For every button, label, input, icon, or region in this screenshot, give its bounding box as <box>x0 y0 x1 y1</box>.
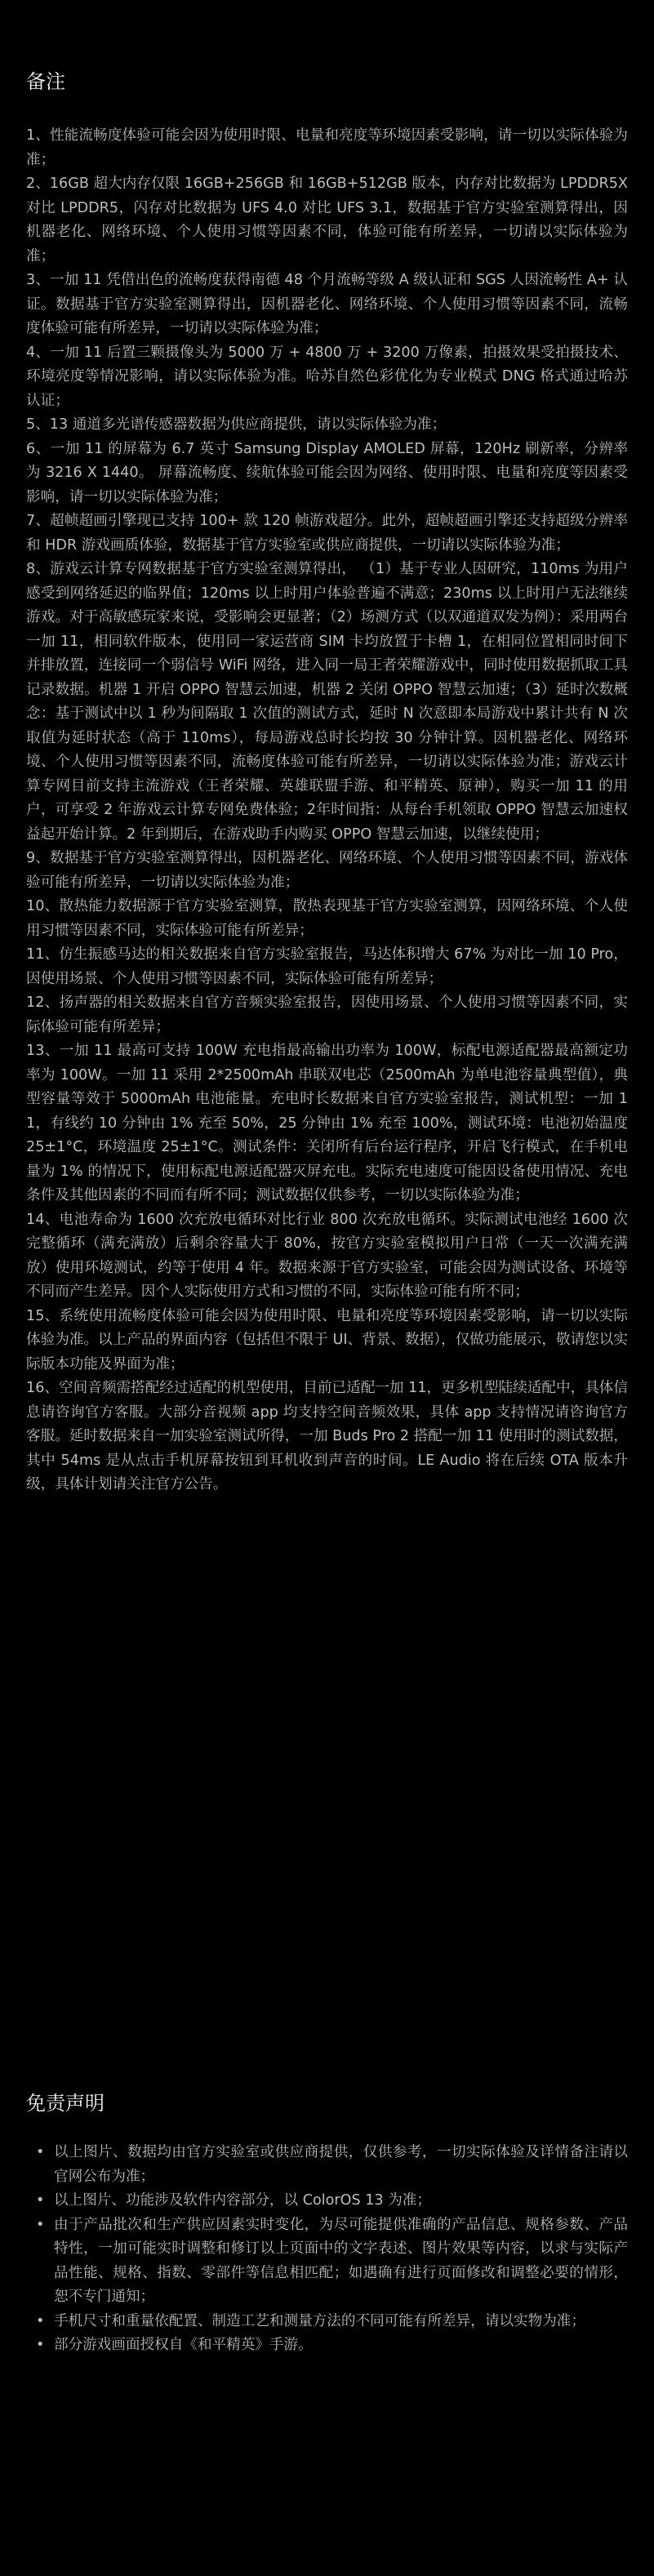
note-item: 16、空间音频需搭配经过适配的机型使用，目前已适配一加 11，更多机型陆续适配中，具体信息请咨询官方客服。大部分音视频 app 均支持空间音频效果，具体 app 支持情况请咨询官方客服。延时数据来自一加实验室测试所得，一加 Buds Pro 2 搭配一加 11 使用时的测试数据，其中 54ms 是从点击手机屏幕按钮到耳机收到声音的时间。LE Audio 将在后续 OTA 版本升级，具体计划请关注官方公告。 <box>26 1380 628 1493</box>
note-item: 4、一加 11 后置三颗摄像头为 5000 万 + 4800 万 + 3200 万像素，拍摄效果受拍摄技术、环境亮度等情况影响，请以实际体验为准。哈苏自然色彩优化为专业模式 DNG 格式通过哈苏认证； <box>26 344 628 409</box>
notes-title: 备注 <box>26 70 65 93</box>
disclaimer-item-text: 以上图片、功能涉及软件内容部分，以 ColorOS 13 为准； <box>54 2192 431 2209</box>
note-item: 12、扬声器的相关数据来自官方音频实验室报告，因使用场景、个人使用习惯等因素不同，实际体验可能有所差异； <box>26 994 628 1035</box>
disclaimer-item <box>26 2310 628 2334</box>
note-item: 6、一加 11 的屏幕为 6.7 英寸 Samsung Display AMOLED 屏幕，120Hz 刷新率，分辨率为 3216 X 1440。 屏幕流畅度、续航体验可能会因为网络、使用时限、电量和亮度等因素受影响，请一切以实际体验为准； <box>26 440 628 505</box>
disclaimer-item-text: 以上图片、数据均由官方实验室或供应商提供，仅供参考，一切实际体验及详情备注请以官网公布为准； <box>54 2144 628 2185</box>
disclaimer-item-text: 由于产品批次和生产供应因素实时变化，为尽可能提供准确的产品信息、规格参数、产品特性，一加可能实时调整和修订以上页面中的文字表述、图片效果等内容，以求与实际产品性能、规格、指数、零部件等信息相匹配；如遇确有进行页面修改和调整必要的情形，恕不专门通知； <box>54 2216 628 2305</box>
note-item: 1、性能流畅度体验可能会因为使用时限、电量和亮度等环境因素受影响，请一切以实际体验为准； <box>26 127 628 168</box>
note-item: 8、游戏云计算专网数据基于官方实验室测算得出， （1）基于专业人因研究，110ms 为用户感受到网络延迟的临界值；120ms 以上时用户体验普遍不满意；230ms 以上时用户无法继续游戏。对于高敏感玩家来说，受影响会更显著；（2）场测方式（以双通道双发为例）：采用两台一加 11，相同软件版本，使用同一家运营商 SIM 卡均放置于卡槽 1，在相同位置相同时间下并排放置，连接同一个弱信号 WiFi 网络，进入同一局王者荣耀游戏中，同时使用数据抓取工具记录数据。机器 1 开启 OPPO 智慧云加速，机器 2 关闭 OPPO 智慧云加速；（3）延时次数概念：基于测试中以 1 秒为间隔取 1 次值的测试方式，延时 N 次意即本局游戏中累计共有 N 次取值为延时状态（高于 110ms），每局游戏总时长均按 30 分钟计算。因机器老化、网络环境、个人使用习惯等因素不同，流畅度体验可能有所差异，一切请以实际体验为准；游戏云计算专网目前支持主流游戏（王者荣耀、英雄联盟手游、和平精英、原神），购买一加 11 的用户，可享受 2 年游戏云计算专网免费体验；2年时间指：从每台手机领取 OPPO 智慧云加速权益起开始计算。2 年到期后，在游戏助手内购买 OPPO 智慧云加速，以继续使用； <box>26 561 628 843</box>
disclaimer-item <box>26 2334 628 2358</box>
notes-list <box>26 124 628 1497</box>
disclaimer-title: 免责声明 <box>26 2092 105 2115</box>
bullet-icon: • <box>36 2144 45 2160</box>
note-item: 15、系统使用流畅度体验可能会因为使用时限、电量和亮度等环境因素受影响，请一切以实际体验为准。以上产品的界面内容（包括但不限于 UI、背景、数据），仅做功能展示，敬请您以实际版本功能及界面为准； <box>26 1307 628 1373</box>
note-item: 5、13 通道多光谱传感器数据为供应商提供，请以实际体验为准； <box>26 416 447 433</box>
note-item: 9、数据基于官方实验室测算得出，因机器老化、网络环境、个人使用习惯等因素不同，游戏体验可能有所差异，一切请以实际体验为准； <box>26 850 628 891</box>
bullet-icon: • <box>36 2192 45 2209</box>
note-item: 2、16GB 超大内存仅限 16GB+256GB 和 16GB+512GB 版本，内存对比数据为 LPDDR5X 对比 LPDDR5，闪存对比数据为 UFS 4.0 对比 UFS 3.1，数据基于官方实验室测算得出，因机器老化、网络环境、个人使用习惯等因素不同，体验可能有所差异，一切请以实际体验为准； <box>26 176 628 265</box>
bullet-icon: • <box>36 2216 45 2233</box>
disclaimer-list <box>26 2141 628 2358</box>
note-item: 3、一加 11 凭借出色的流畅度获得南德 48 个月流畅等级 A 级认证和 SGS 人因流畅性 A+ 认证。数据基于官方实验室测算得出，因机器老化、网络环境、个人使用习惯等因素不同，流畅度体验可能有所差异，一切请以实际体验为准； <box>26 272 628 336</box>
disclaimer-item <box>26 2213 628 2310</box>
note-item: 14、电池寿命为 1600 次充放电循环对比行业 800 次充放电循环。实际测试电池经 1600 次完整循环（满充满放）后剩余容量大于 80%，按官方实验室模拟用户日常（一天一次满充满放）使用环境测试，约等于使用 4 年。数据来源于官方实验室，可能会因为测试设备、环境等不同而产生差异。因个人实际使用方式和习惯的不同，实际体验可能有所不同； <box>26 1211 628 1300</box>
bullet-icon: • <box>36 2312 45 2329</box>
disclaimer-item <box>26 2189 628 2213</box>
disclaimer-item-text: 手机尺寸和重量依配置、制造工艺和测量方法的不同可能有所差异，请以实物为准； <box>54 2312 585 2329</box>
disclaimer-item <box>26 2141 628 2189</box>
note-item: 13、一加 11 最高可支持 100W 充电指最高输出功率为 100W，标配电源适配器最高额定功率为 100W。一加 11 采用 2*2500mAh 串联双电芯（2500mAh 为单电池容量典型值），典型容量等效于 5000mAh 电池能量。充电时长数据来自官方实验室报告，测试机型：一加 11，有线约 10 分钟由 1% 充至 50%，25 分钟由 1% 充至 100%，测试环境：电池初始温度 25±1°C，环境温度 25±1°C。测试条件：关闭所有后台运行程序，开启飞行模式，在手机电量为 1% 的情况下，使用标配电源适配器灭屏充电。实际充电速度可能因设备使用情况、充电条件及其他因素的不同而有所不同；测试数据仅供参考，一切以实际体验为准； <box>26 1043 628 1203</box>
note-item: 11、仿生振感马达的相关数据来自官方实验室报告，马达体积增大 67% 为对比一加 10 Pro，因使用场景、个人使用习惯等因素不同，实际体验可能有所差异； <box>26 946 628 987</box>
disclaimer-section <box>0 2090 654 2358</box>
bullet-icon: • <box>36 2337 45 2353</box>
note-item: 10、散热能力数据源于官方实验室测算，散热表现基于官方实验室测算，因网络环境、个人使用习惯等因素不同，实际体验可能有所差异； <box>26 898 628 939</box>
disclaimer-item-text: 部分游戏画面授权自《和平精英》手游。 <box>54 2337 313 2353</box>
note-item: 7、超帧超画引擎现已支持 100+ 款 120 帧游戏超分。此外，超帧超画引擎还支持超级分辨率和 HDR 游戏画质体验，数据基于官方实验室或供应商提供，一切请以实际体验为准； <box>26 513 628 554</box>
